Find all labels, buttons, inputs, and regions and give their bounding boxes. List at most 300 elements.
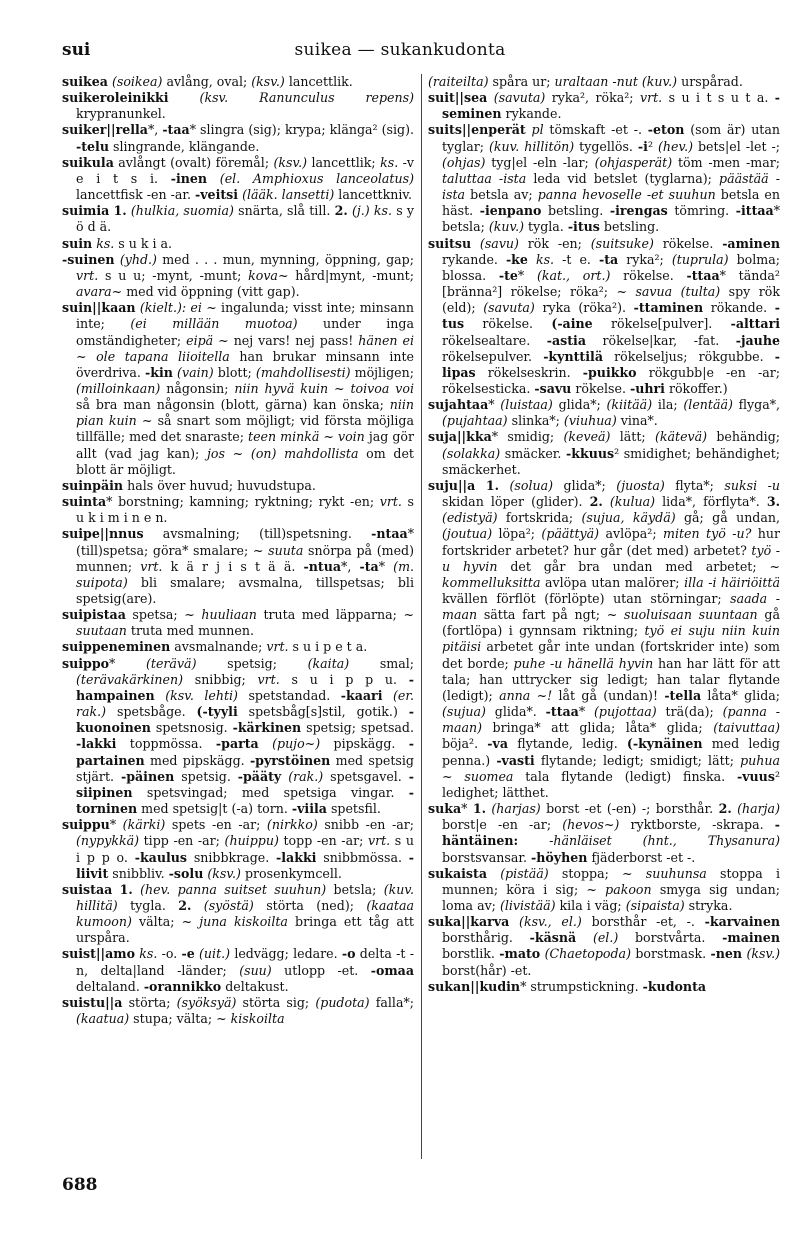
entry-text: behändig; bbox=[716, 429, 780, 445]
entry-text: låta* glida; bbox=[701, 687, 781, 703]
dictionary-entry bbox=[62, 300, 414, 478]
entry-text: om det blott är möjligt. bbox=[76, 445, 414, 477]
entry-headword: (-kynäinen bbox=[626, 736, 703, 752]
entry-headword: suka||karva bbox=[428, 914, 510, 930]
entry-gloss-italic: (päättyä) bbox=[541, 526, 606, 542]
entry-headword: -eton bbox=[647, 122, 685, 138]
entry-text: bets|el -let -; bbox=[697, 138, 780, 154]
entry-headword: -inen bbox=[170, 170, 208, 186]
entry-headword: -hampainen bbox=[76, 671, 415, 703]
entry-text: vina*. bbox=[620, 413, 658, 429]
entry-gloss-italic: miten työ -u? bbox=[663, 526, 758, 542]
entry-text: rökelse. bbox=[571, 380, 630, 396]
dictionary-entry bbox=[62, 995, 414, 1027]
entry-gloss-italic: (lentää) bbox=[683, 397, 739, 413]
entry-gloss-italic: -hänläiset (hnt., Thysanura) bbox=[518, 833, 780, 849]
entry-text: s y ö d ä. bbox=[76, 203, 414, 235]
entry-text: k ä r j i s t ä ä. bbox=[170, 558, 304, 574]
entry-headword: -kaari bbox=[340, 687, 383, 703]
entry-text: arbetet går inte undan (fortskrider inte) som det borde; bbox=[442, 639, 780, 671]
entry-gloss-italic: (uit.) bbox=[194, 946, 235, 962]
entry-headword: -kin bbox=[145, 364, 173, 380]
entry-text: ila; bbox=[657, 397, 684, 413]
entry-text: ryka²; bbox=[618, 251, 672, 267]
entry-text: spetsbåg[s]stil, gotik.) bbox=[237, 704, 409, 720]
entry-gloss-italic: (harjas) bbox=[485, 801, 547, 817]
entry-text: med pipskägg. bbox=[144, 752, 250, 768]
entry-text: spy rök (eld); bbox=[442, 284, 780, 316]
entry-gloss-italic: (terävakärkinen) bbox=[76, 671, 195, 687]
entry-headword: -tella bbox=[664, 687, 702, 703]
entry-text: hur fortskrider arbetet? hur går (det med) arbetet? bbox=[442, 526, 780, 558]
entry-gloss-italic: illa -i häiriöittä bbox=[684, 574, 780, 590]
entry-gloss-italic: päästää -ista bbox=[442, 170, 780, 203]
entry-text: snibbkrage. bbox=[187, 849, 277, 865]
entry-text: -v e i t s i. bbox=[76, 154, 415, 186]
entry-gloss-italic: (lääk. lansetti) bbox=[238, 187, 339, 203]
entry-gloss-italic: (edistyä) bbox=[442, 510, 506, 526]
dictionary-entry bbox=[62, 494, 414, 526]
entry-gloss-italic: ~ savua (tulta) bbox=[616, 284, 729, 300]
entry-headword: suikeroleinikki bbox=[62, 90, 169, 106]
entry-gloss-italic: (ksv.) bbox=[251, 74, 289, 89]
dictionary-entry bbox=[62, 252, 414, 300]
entry-text: deltakust. bbox=[221, 978, 289, 994]
entry-text: s u i p p o. bbox=[76, 833, 414, 865]
entry-headword: -ke bbox=[505, 251, 528, 267]
entry-gloss-italic: pl bbox=[525, 122, 550, 138]
entry-headword: -seminen bbox=[442, 90, 781, 122]
left-column bbox=[62, 74, 414, 1027]
entry-text: s u i t s u t a. bbox=[668, 90, 775, 106]
entry-text: s u i p p u. bbox=[291, 671, 409, 687]
entry-text: glida*; bbox=[558, 397, 607, 413]
entry-gloss-italic: (pujottaa) bbox=[594, 704, 666, 720]
entry-text: avlöpa²; bbox=[605, 526, 664, 542]
entry-text: kila i väg; bbox=[559, 897, 626, 913]
entry-gloss-italic: (kuv. hillitön) bbox=[489, 138, 580, 154]
entry-text: avlångt (ovalt) föremål; bbox=[113, 154, 274, 170]
entry-text: pipskägg. bbox=[333, 736, 409, 752]
entry-gloss-italic: vrt. bbox=[140, 558, 171, 574]
entry-gloss-italic: (kätevä) bbox=[654, 429, 717, 445]
entry-gloss-italic: puhe -u hänellä hyvin bbox=[513, 655, 658, 671]
entry-text bbox=[112, 882, 119, 897]
entry-text: han har lätt för att tala; han uttrycker sig ledigt; han talar flytande (ledigt); bbox=[442, 655, 780, 703]
dictionary-entry bbox=[62, 526, 414, 607]
entry-text: fortskrida; bbox=[505, 510, 582, 526]
entry-headword: -va bbox=[487, 736, 509, 752]
entry-headword: -o bbox=[341, 946, 356, 962]
entry-text: löpa²; bbox=[498, 526, 542, 542]
entry-text: snibbmössa. bbox=[316, 849, 409, 865]
entry-gloss-italic: (soikea) bbox=[107, 74, 167, 89]
entry-gloss-italic: ~ suoluisaan suuntaan bbox=[606, 607, 765, 623]
entry-gloss-italic: (ksv.) bbox=[273, 154, 312, 170]
entry-gloss-italic: (el.) bbox=[576, 930, 635, 946]
entry-gloss-italic: (pistää) bbox=[486, 865, 562, 881]
entry-text: prosenkymcell. bbox=[244, 865, 342, 881]
entry-gloss-italic: (solakka) bbox=[442, 445, 505, 461]
entry-text: med ledig penna.) bbox=[442, 736, 780, 768]
dictionary-entry bbox=[62, 203, 414, 235]
entry-text: trä(da); bbox=[665, 704, 723, 720]
entry-gloss-italic: (savuta) bbox=[487, 90, 552, 106]
entry-text: rökelse|kar, -fat. bbox=[586, 332, 736, 348]
entry-headword: suin||kaan bbox=[62, 300, 136, 316]
entry-gloss-italic: (mahdollisesti) bbox=[255, 364, 355, 380]
entry-gloss-italic: ~ suuta bbox=[252, 542, 309, 558]
dictionary-entry bbox=[428, 74, 780, 90]
entry-text: borst -et (-en) -; borsthår. bbox=[546, 801, 719, 817]
entry-text: rökgubb|e -en -ar; rökelsesticka. bbox=[442, 364, 780, 396]
header-guide-word: sui bbox=[62, 40, 91, 60]
entry-text: deltaland. bbox=[76, 978, 144, 994]
entry-headword: -pääty bbox=[237, 768, 282, 784]
entry-headword: -veitsi bbox=[195, 187, 239, 203]
entry-text: utlopp -et. bbox=[284, 962, 371, 978]
entry-text: rykande. bbox=[501, 106, 562, 122]
entry-text: falla*; bbox=[375, 994, 414, 1010]
entry-headword: -uhri bbox=[629, 380, 665, 396]
entry-text: borstvårta. bbox=[635, 930, 723, 946]
entry-text: med . . . mun, mynning, öppning, gap; bbox=[162, 251, 414, 267]
entry-gloss-italic: suksi -u bbox=[724, 477, 780, 493]
entry-text: * bbox=[578, 704, 595, 720]
entry-text: hård|mynt, -munt; bbox=[295, 267, 414, 283]
entry-text: rökelsepulver. bbox=[442, 348, 544, 364]
entry-headword: -karvainen bbox=[704, 914, 780, 930]
entry-text: blott; bbox=[217, 364, 256, 380]
entry-gloss-italic: (kaita) bbox=[307, 655, 380, 671]
entry-gloss-italic: ks. bbox=[135, 946, 162, 962]
entry-text: störta (ned); bbox=[266, 897, 367, 913]
entry-gloss-italic: (savuta) bbox=[483, 300, 543, 316]
dictionary-entry bbox=[62, 155, 414, 203]
entry-headword: -vuus bbox=[736, 768, 775, 784]
entry-gloss-italic: (ohjas) bbox=[442, 154, 492, 170]
entry-headword: -ntaa bbox=[371, 526, 408, 542]
entry-gloss-italic: ~ kommelluksitta bbox=[442, 558, 780, 590]
entry-gloss-italic: (hev. panna suitset suuhun) bbox=[132, 881, 334, 897]
entry-gloss-italic: (terävä) bbox=[145, 655, 228, 671]
entry-text: tygla. bbox=[528, 219, 568, 235]
dictionary-entry bbox=[428, 122, 780, 235]
entry-headword: -ittaa bbox=[735, 203, 774, 219]
entry-text: glida*. bbox=[494, 704, 546, 720]
entry-text: flytande; ledigt; smidigt; lätt; bbox=[534, 752, 741, 768]
entry-headword: (-tyyli bbox=[196, 704, 238, 720]
entry-gloss-italic: (nirkko) bbox=[266, 817, 325, 833]
entry-text: avsmalnande; bbox=[170, 639, 267, 655]
entry-gloss-italic: anna ~! bbox=[499, 687, 559, 703]
entry-text: spetsvingad; med spetsiga vingar. bbox=[132, 784, 409, 800]
entry-headword: 1. bbox=[472, 801, 486, 817]
entry-text: smal; bbox=[379, 655, 414, 671]
entry-text: * strumpstickning. bbox=[520, 978, 643, 994]
entry-text: stupa; välta; bbox=[133, 1011, 217, 1027]
entry-text: ryka (röka²). bbox=[542, 300, 634, 316]
entry-gloss-italic: (huippu) bbox=[224, 833, 284, 849]
entry-gloss-italic: (hulkia, suomia) bbox=[126, 203, 239, 219]
entry-text: spetsig; bbox=[227, 655, 308, 671]
right-column bbox=[428, 74, 780, 995]
entry-text: kvällen förflöt (förlöpte) utan störningar; bbox=[442, 591, 731, 606]
entry-gloss-italic: (pujahtaa) bbox=[442, 413, 512, 429]
entry-text: lancettkniv. bbox=[338, 187, 412, 203]
entry-text: borstsvansar. bbox=[442, 849, 531, 865]
entry-text: borst(hår) -et. bbox=[442, 962, 532, 978]
entry-gloss-italic: ~ suuhunsa bbox=[622, 865, 721, 881]
entry-headword: -jauhe bbox=[735, 332, 781, 348]
entry-headword: -omaa bbox=[370, 962, 415, 978]
entry-gloss-italic: ~ kiskoilta bbox=[216, 1011, 285, 1027]
entry-text: lida*, förflyta*. bbox=[662, 494, 767, 510]
entry-gloss-italic: (hevos~) bbox=[562, 817, 631, 833]
entry-headword: -ta bbox=[598, 251, 619, 267]
entry-gloss-italic: vrt. bbox=[367, 833, 395, 849]
entry-headword: 1. bbox=[485, 477, 499, 493]
entry-gloss-italic: (kaataa kumoon) bbox=[76, 897, 414, 930]
entry-text: avlång, oval; bbox=[166, 74, 252, 89]
entry-headword: 2. bbox=[334, 203, 348, 219]
entry-gloss-italic: (joutua) bbox=[442, 526, 499, 542]
entry-gloss-italic: kova~ bbox=[248, 267, 296, 283]
entry-text: toppmössa. bbox=[116, 736, 216, 752]
entry-headword: -kudonta bbox=[642, 978, 707, 994]
entry-text: fjäderborst -et -. bbox=[587, 849, 696, 865]
entry-text: lancettlik. bbox=[288, 74, 353, 89]
entry-headword: -käsnä bbox=[529, 930, 577, 946]
entry-gloss-italic: niin pian kuin ~ bbox=[76, 397, 414, 429]
entry-headword: -taa bbox=[162, 122, 190, 138]
entry-text: truta med munnen. bbox=[130, 623, 254, 639]
entry-text: * tända² [bränna²] rökelse; röka²; bbox=[442, 267, 780, 300]
entry-gloss-italic: (syöstä) bbox=[191, 897, 267, 913]
dictionary-entry bbox=[62, 882, 414, 947]
entry-headword: (-aine bbox=[551, 316, 593, 332]
entry-gloss-italic: ks. bbox=[380, 154, 403, 170]
entry-headword: -tus bbox=[442, 300, 780, 332]
dictionary-entry bbox=[62, 607, 414, 639]
entry-gloss-italic: hänen ei ~ ole tapana liioitella bbox=[76, 332, 414, 364]
entry-headword: suippu bbox=[62, 817, 110, 833]
entry-headword: -astia bbox=[546, 332, 586, 348]
entry-text: rökoffer.) bbox=[664, 380, 728, 396]
entry-text: s u k i m i n e n. bbox=[76, 494, 415, 526]
entry-text: glida*; bbox=[563, 477, 617, 493]
entry-gloss-italic: (taivuttaa) bbox=[713, 720, 780, 736]
dictionary-entry bbox=[428, 979, 780, 995]
entry-text: spetsfil. bbox=[326, 801, 381, 817]
entry-gloss-italic: (el. Amphioxus lanceolatus) bbox=[207, 170, 414, 186]
entry-text: betsla en häst. bbox=[442, 187, 780, 219]
entry-text: leda vid betslet (tyglarna); bbox=[533, 170, 720, 186]
entry-text: * bbox=[517, 267, 537, 283]
entry-gloss-italic: (viuhua) bbox=[563, 413, 621, 429]
entry-text: det går bra undan med arbetet; bbox=[510, 558, 770, 574]
entry-headword: -parta bbox=[215, 736, 259, 752]
entry-headword: -telu bbox=[76, 138, 109, 154]
entry-text: rökelse. bbox=[662, 235, 723, 251]
entry-headword: -aminen bbox=[722, 235, 781, 251]
entry-text: smyga sig undan; loma av; bbox=[442, 881, 780, 913]
entry-gloss-italic: (kaatua) bbox=[76, 1011, 134, 1027]
entry-text: spetsa; bbox=[125, 607, 185, 623]
entry-text: jag gör allt (vad jag kan); bbox=[76, 429, 414, 461]
dictionary-entry bbox=[428, 801, 780, 866]
entry-text: avlöpa utan malörer; bbox=[545, 574, 685, 590]
entry-gloss-italic: ks. bbox=[92, 235, 119, 251]
entry-gloss-italic: uraltaan -nut (kuv.) bbox=[554, 74, 682, 89]
entry-text: bringa ett tåg att urspåra. bbox=[76, 914, 414, 946]
entry-text: betsling. bbox=[599, 219, 660, 235]
entry-gloss-italic: (savu) bbox=[471, 235, 528, 251]
entry-headword: -päinen bbox=[120, 768, 175, 784]
entry-gloss-italic: vrt. bbox=[266, 639, 293, 655]
entry-text: -o. bbox=[161, 946, 182, 962]
entry-gloss-italic: (m. suipota) bbox=[76, 558, 415, 590]
entry-text: snörpa på (med) munnen; bbox=[76, 542, 414, 574]
entry-gloss-italic: (juosta) bbox=[616, 477, 676, 493]
entry-text: möjligen; bbox=[354, 364, 414, 380]
entry-text: * bbox=[488, 397, 501, 413]
entry-text: ledvägg; ledare. bbox=[234, 946, 342, 962]
entry-gloss-italic: (ei millään muotoa) bbox=[130, 316, 324, 332]
entry-text: ingalunda; visst inte; minsann inte; bbox=[76, 300, 414, 332]
entry-headword: -viila bbox=[291, 801, 327, 817]
entry-gloss-italic: (panna -maan) bbox=[442, 704, 780, 736]
entry-headword: -ttaa bbox=[545, 704, 579, 720]
entry-gloss-italic: (milloinkaan) bbox=[76, 380, 167, 396]
entry-text: låt gå (undan)! bbox=[558, 687, 665, 703]
entry-gloss-italic: saada -maan bbox=[442, 591, 780, 623]
entry-text: hals över huvud; huvudstupa. bbox=[123, 477, 316, 493]
entry-text: betsla av; bbox=[470, 187, 538, 203]
entry-text: tala flytande (ledigt) finska. bbox=[525, 768, 737, 784]
entry-text: s u i p e t a. bbox=[292, 639, 368, 655]
entry-gloss-italic: eipä ~ bbox=[186, 332, 234, 348]
entry-gloss-italic: (ksv.) bbox=[203, 865, 245, 881]
entry-headword: suiker||rella bbox=[62, 122, 148, 138]
entry-text: gå; gå undan, bbox=[683, 510, 780, 526]
entry-text: * betsla; bbox=[442, 203, 780, 235]
entry-text: skidan löper (glider). bbox=[442, 494, 590, 510]
entry-gloss-italic: työ ei suju niin kuin pitäisi bbox=[442, 623, 781, 655]
entry-text: * (till)spetsa; göra* smalare; bbox=[76, 526, 414, 558]
entry-headword: suist||amo bbox=[62, 946, 135, 962]
entry-gloss-italic: (ohjasperät) bbox=[594, 154, 678, 170]
entry-gloss-italic: (yhd.) bbox=[114, 251, 163, 267]
entry-text: rökelsealtare. bbox=[442, 332, 547, 348]
entry-text: betsla; bbox=[333, 881, 384, 897]
entry-text: stoppa; bbox=[561, 865, 623, 881]
entry-gloss-italic: puhua ~ suomea bbox=[442, 752, 780, 784]
entry-gloss-italic: panna hevoselle -et suuhun bbox=[537, 187, 721, 203]
dictionary-entry bbox=[62, 90, 414, 122]
entry-text: *, bbox=[147, 122, 163, 138]
entry-headword: suits||enperät bbox=[428, 122, 526, 138]
entry-headword: suimia bbox=[62, 203, 110, 219]
entry-text: spets -en -ar; bbox=[171, 817, 267, 833]
entry-headword: suistaa bbox=[62, 881, 113, 897]
entry-text: snibbliv. bbox=[108, 865, 169, 881]
entry-gloss-italic: (ksv. lehti) bbox=[154, 687, 249, 703]
entry-gloss-italic: vrt. bbox=[379, 494, 408, 510]
entry-headword: suit||sea bbox=[428, 90, 488, 106]
entry-text: topp -en -ar; bbox=[283, 833, 368, 849]
entry-text: lätt; bbox=[619, 429, 655, 445]
entry-headword: -e bbox=[181, 946, 195, 962]
entry-gloss-italic: (kielt.): ei ~ bbox=[135, 300, 222, 316]
entry-text: tömskaft -et -. bbox=[549, 122, 648, 138]
entry-text: böja². bbox=[442, 736, 488, 752]
entry-text: flytande, ledig. bbox=[508, 736, 627, 752]
entry-text: han brukar minsann inte överdriva. bbox=[76, 348, 414, 380]
entry-headword: suippeneminen bbox=[62, 639, 171, 655]
entry-headword: 2. bbox=[589, 494, 603, 510]
entry-text: rökelse. bbox=[464, 316, 552, 332]
running-header bbox=[0, 40, 800, 62]
entry-text: slingrande, klängande. bbox=[109, 138, 260, 154]
entry-headword: -kaulus bbox=[134, 849, 188, 865]
entry-gloss-italic: (solua) bbox=[498, 477, 564, 493]
entry-headword: -ttaa bbox=[686, 267, 720, 283]
entry-text: bolma; blossa. bbox=[442, 251, 780, 283]
entry-headword: suju||a bbox=[428, 477, 476, 493]
entry-text: * borstning; kamning; ryktning; rykt -en; bbox=[106, 494, 380, 510]
entry-gloss-italic: (pudota) bbox=[315, 994, 376, 1010]
entry-gloss-italic: (sipaista) bbox=[625, 897, 689, 913]
entry-headword: -orannikko bbox=[143, 978, 222, 994]
entry-headword: -irengas bbox=[609, 203, 668, 219]
entry-text: störta; bbox=[122, 994, 177, 1010]
entry-gloss-italic: (sujua, käydä) bbox=[581, 510, 684, 526]
entry-text: spetsig. bbox=[174, 768, 238, 784]
entry-text: spetstandad. bbox=[248, 687, 341, 703]
entry-gloss-italic: ks. bbox=[527, 251, 563, 267]
entry-gloss-italic: (j.) ks. bbox=[347, 203, 397, 219]
entry-headword: -kuonoinen bbox=[76, 704, 415, 736]
entry-text: flyta*; bbox=[675, 477, 725, 493]
entry-headword: -kkuus bbox=[566, 445, 615, 461]
entry-text: så snart som möjligt; vid första möjliga tillfälle; med det snaraste; bbox=[76, 413, 415, 445]
entry-headword: suja||kka bbox=[428, 429, 492, 445]
entry-headword: -torninen bbox=[76, 784, 414, 817]
entry-headword: -ta bbox=[359, 558, 379, 574]
entry-headword: 1. bbox=[113, 203, 127, 219]
entry-headword: -kynttilä bbox=[543, 348, 603, 364]
entry-headword: -mainen bbox=[722, 930, 780, 946]
entry-text: slinka*; bbox=[511, 413, 564, 429]
entry-text: rökelse. bbox=[623, 267, 687, 283]
entry-text: betsling. bbox=[541, 203, 610, 219]
entry-text: rökelse[pulver]. bbox=[592, 316, 731, 332]
entry-headword: -suinen bbox=[62, 251, 115, 267]
entry-headword: suikea bbox=[62, 74, 108, 89]
entry-headword: -ttaminen bbox=[633, 300, 704, 316]
entry-gloss-italic: niin hyvä kuin ~ toivoa voi bbox=[234, 380, 414, 396]
entry-headword: -liivit bbox=[76, 849, 414, 881]
entry-gloss-italic: (tuprula) bbox=[671, 251, 737, 267]
entry-text: delta -t -n, delta|land -länder; bbox=[76, 946, 414, 978]
entry-text: * bbox=[109, 655, 146, 671]
entry-text: avsmalning; (till)spetsning. bbox=[143, 526, 372, 542]
entry-gloss-italic: (hev.) bbox=[657, 138, 698, 154]
entry-gloss-italic: (vain) bbox=[172, 364, 218, 380]
entry-gloss-italic: taluttaa -ista bbox=[442, 170, 534, 186]
dictionary-entry bbox=[428, 236, 780, 398]
